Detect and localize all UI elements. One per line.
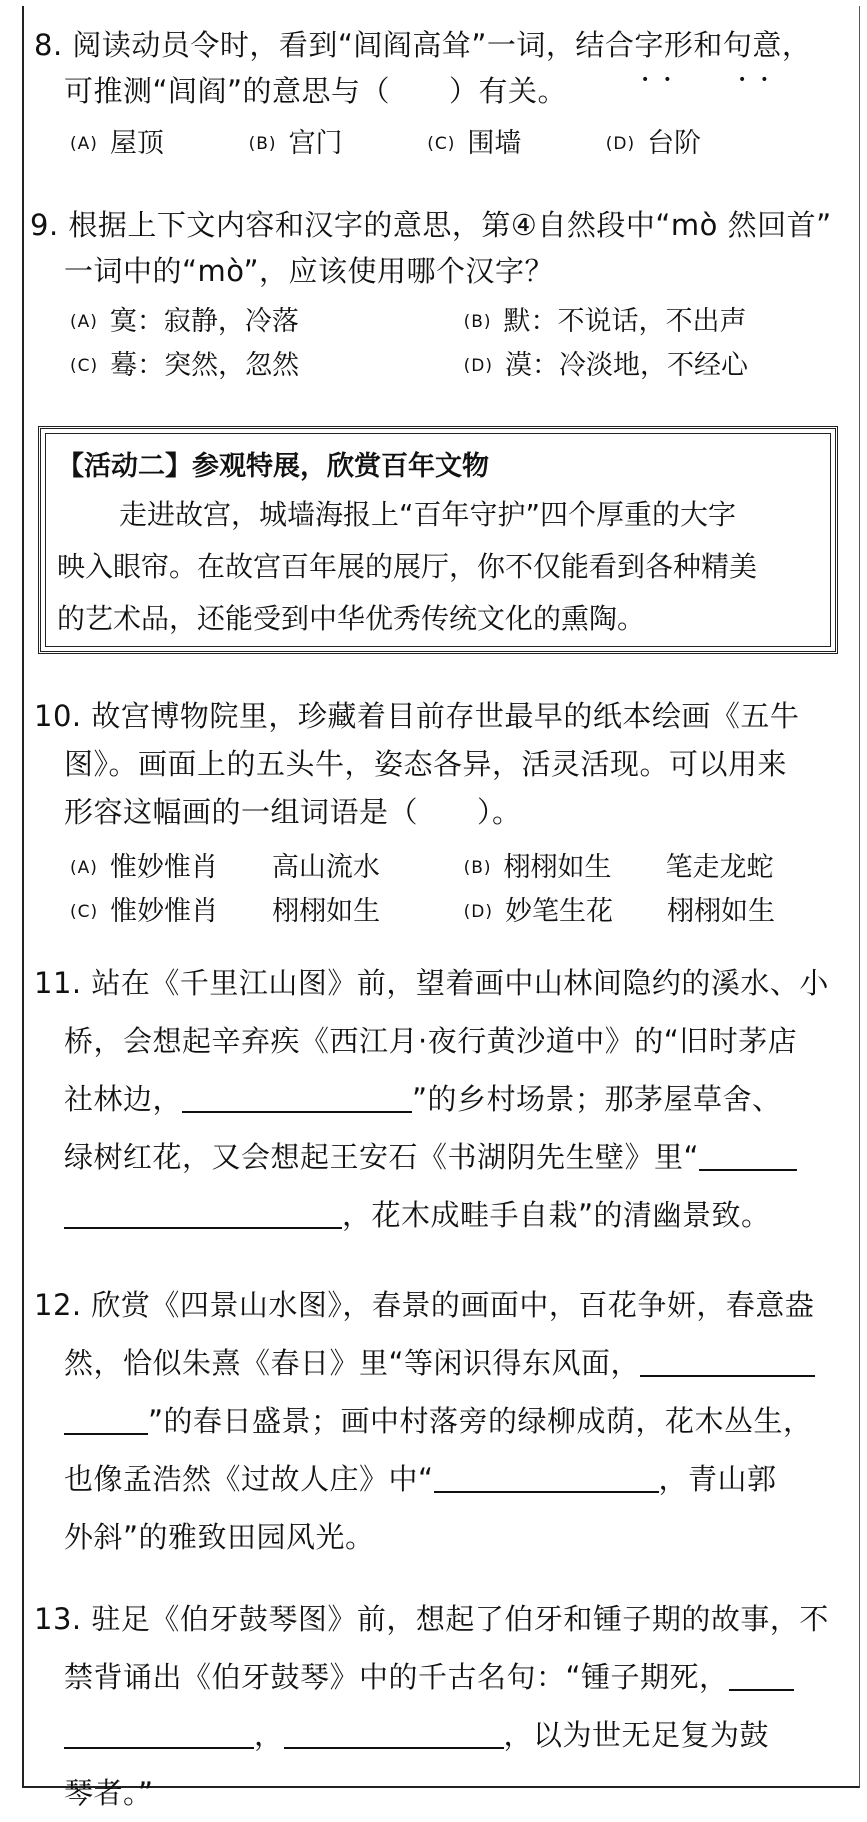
question-11-line-3: 社林边， ”的乡村场景；那茅屋草舍、 bbox=[64, 1082, 782, 1116]
option-tag: (B) bbox=[463, 312, 492, 332]
question-12-line-5: 外斜”的雅致田园风光。 bbox=[64, 1520, 375, 1554]
question-13-line-1: 13. 驻足《伯牙鼓琴图》前，想起了伯牙和锺子期的故事，不 bbox=[34, 1602, 829, 1636]
question-9-line-2: 一词中的“mò”，应该使用哪个汉字？ bbox=[64, 254, 555, 288]
option-b[interactable]: (B) 默：不说话，不出声 bbox=[463, 306, 747, 337]
answer-blank[interactable] bbox=[64, 1717, 254, 1749]
emphasis-dots: •• bbox=[641, 72, 686, 88]
option-tag: (D) bbox=[463, 902, 493, 922]
question-11-line-5: ，花木成畦手自栽”的清幽景致。 bbox=[24, 1186, 854, 1244]
option-c[interactable]: (C) 围墙 bbox=[427, 128, 522, 159]
activity-2-title: 【活动二】参观特展，欣赏百年文物 bbox=[57, 451, 489, 482]
question-9-options bbox=[24, 300, 854, 344]
option-tag: (D) bbox=[605, 134, 636, 154]
option-d[interactable]: (D) 台阶 bbox=[605, 128, 702, 159]
question-10 bbox=[24, 692, 854, 934]
question-9 bbox=[24, 202, 854, 388]
answer-blank[interactable] bbox=[284, 1717, 504, 1749]
question-8 bbox=[24, 22, 854, 166]
answer-blank[interactable] bbox=[729, 1659, 794, 1691]
question-13-line-3: ， ，以为世无足复为鼓 bbox=[24, 1706, 854, 1764]
option-tag: (C) bbox=[70, 356, 99, 376]
question-13 bbox=[24, 1590, 854, 1822]
option-tag: (D) bbox=[463, 356, 493, 376]
question-8-options bbox=[24, 122, 854, 166]
option-tag: (A) bbox=[70, 312, 98, 332]
question-12-line-3: ”的春日盛景；画中村落旁的绿柳成荫，花木丛生， bbox=[24, 1392, 854, 1450]
option-a[interactable]: (A) 屋顶 bbox=[70, 128, 164, 159]
question-13-line-2: 禁背诵出《伯牙鼓琴》中的千古名句：“锺子期死， bbox=[24, 1648, 854, 1706]
question-12 bbox=[24, 1276, 854, 1566]
question-10-options bbox=[24, 890, 854, 934]
question-8-line-2: 可推测“闾阎”的意思与（ ）有关。 bbox=[64, 74, 568, 108]
option-tag: (A) bbox=[70, 858, 98, 878]
emphasis-dots: •• bbox=[738, 72, 783, 88]
answer-blank[interactable] bbox=[64, 1197, 342, 1229]
question-13-line-4: 琴者。” bbox=[64, 1776, 154, 1810]
option-d[interactable]: (D) 漠：冷淡地，不经心 bbox=[463, 350, 748, 381]
answer-blank[interactable] bbox=[699, 1139, 797, 1171]
answer-blank[interactable] bbox=[182, 1081, 412, 1113]
question-9-line-1: 9. 根据上下文内容和汉字的意思，第④自然段中“mò 然回首” bbox=[30, 208, 832, 242]
option-tag: (C) bbox=[427, 134, 456, 154]
activity-2-line-3: 的艺术品，还能受到中华优秀传统文化的熏陶。 bbox=[57, 602, 646, 635]
answer-blank[interactable] bbox=[640, 1345, 815, 1377]
activity-2-line-1: 走进故宫，城墙海报上“百年守护”四个厚重的大字 bbox=[119, 498, 737, 531]
question-12-line-2: 然，恰似朱熹《春日》里“等闲识得东风面， bbox=[24, 1334, 854, 1392]
question-11 bbox=[24, 954, 854, 1244]
question-11-line-2: 桥，会想起辛弃疾《西江月·夜行黄沙道中》的“旧时茅店 bbox=[64, 1024, 798, 1058]
answer-blank[interactable] bbox=[64, 1403, 148, 1435]
question-12-line-4: 也像孟浩然《过故人庄》中“ ，青山郭 bbox=[64, 1462, 777, 1496]
question-10-line-3: 形容这幅画的一组词语是（ ）。 bbox=[64, 795, 522, 829]
answer-blank[interactable] bbox=[434, 1461, 659, 1493]
question-9-options bbox=[24, 344, 854, 388]
option-tag: (A) bbox=[70, 134, 98, 154]
question-10-line-2: 图》。画面上的五头牛，姿态各异，活灵活现。可以用来 bbox=[64, 747, 788, 781]
question-10-line-1: 10. 故宫博物院里，珍藏着目前存世最早的纸本绘画《五牛 bbox=[34, 699, 800, 733]
option-b[interactable]: (B) 栩栩如生 笔走龙蛇 bbox=[463, 852, 774, 883]
exam-page bbox=[22, 6, 860, 1810]
option-tag: (B) bbox=[463, 858, 492, 878]
question-10-options bbox=[24, 846, 854, 890]
option-tag: (C) bbox=[70, 902, 99, 922]
question-8-line-1: 8. 阅读动员令时，看到“闾阎高耸”一词，结合字形和句意， bbox=[34, 28, 812, 62]
option-b[interactable]: (B) 宫门 bbox=[248, 128, 343, 159]
question-11-line-4: 绿树红花，又会想起王安石《书湖阴先生壁》里“ bbox=[24, 1128, 854, 1186]
activity-2-paragraph bbox=[41, 489, 835, 645]
option-a[interactable]: (A) 惟妙惟肖 高山流水 bbox=[70, 852, 380, 883]
question-12-line-1: 12. 欣赏《四景山水图》，春景的画面中，百花争妍，春意盎 bbox=[34, 1288, 815, 1322]
activity-2-line-2: 映入眼帘。在故宫百年展的展厅，你不仅能看到各种精美 bbox=[57, 550, 758, 583]
option-c[interactable]: (C) 惟妙惟肖 栩栩如生 bbox=[70, 896, 381, 927]
option-a[interactable]: (A) 寞：寂静，冷落 bbox=[70, 306, 299, 337]
question-11-line-1: 11. 站在《千里江山图》前，望着画中山林间隐约的溪水、小 bbox=[34, 966, 829, 1000]
option-d[interactable]: (D) 妙笔生花 栩栩如生 bbox=[463, 896, 775, 927]
option-c[interactable]: (C) 蓦：突然，忽然 bbox=[70, 350, 300, 381]
option-tag: (B) bbox=[248, 134, 277, 154]
activity-2-box bbox=[38, 426, 838, 654]
